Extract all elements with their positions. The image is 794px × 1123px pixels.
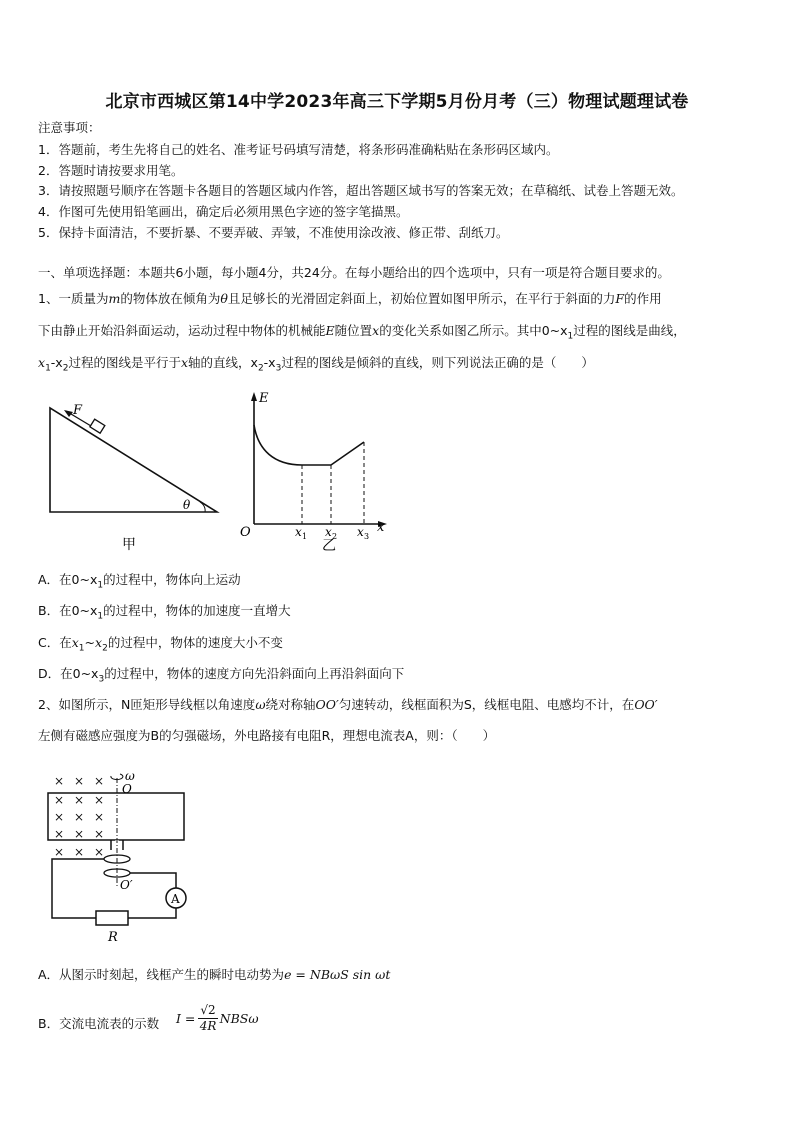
q2-line-1: 2、如图所示，N匝矩形导线框以角速度ω绕对称轴OO′匀速转动，线框面积为S，线框电阻、电感均不计，在OO′ <box>38 697 658 712</box>
wire-right <box>130 873 176 888</box>
e-axis-arrow <box>251 392 257 401</box>
notice-heading: 注意事项： <box>38 120 101 135</box>
q1-option-d[interactable]: D．在$0\sim x_3$的过程中，物体的速度方向先沿斜面向上再沿斜面向下 <box>38 666 405 685</box>
notice-item: 5．保持卡面清洁，不要折暴、不要弄破、弄皱，不准使用涂改液、修正带、刮纸刀。 <box>38 225 509 240</box>
svg-text:×: × <box>94 845 105 859</box>
origin-label: O <box>240 525 251 540</box>
rectangular-coil <box>48 793 184 840</box>
svg-text:×: × <box>54 810 65 824</box>
svg-text:×: × <box>54 845 65 859</box>
force-label: F <box>73 403 83 418</box>
notice-item: 4．作图可先使用铅笔画出，确定后必须用黑色字迹的签字笔描黑。 <box>38 204 409 219</box>
angle-label: θ <box>183 498 191 512</box>
section-heading: 一、单项选择题：本题共6小题，每小题4分，共24分。在每小题给出的四个选项中，只有一项是符合题目要求的。 <box>38 265 670 280</box>
block-on-incline <box>90 419 105 433</box>
q1-option-b[interactable]: B．在$0\sim x_1$的过程中，物体的加速度一直增大 <box>38 603 291 622</box>
incline-triangle <box>50 408 217 512</box>
q1-option-c[interactable]: C．在$x_1\sim x_2$的过程中，物体的速度大小不变 <box>38 635 283 654</box>
fraction-denominator: 4R <box>199 1019 217 1033</box>
fraction-numerator: √2 <box>200 1003 216 1017</box>
q1-line-1: 1、一质量为m的物体放在倾角为θ且足够长的光滑固定斜面上，初始位置如图甲所示，在平行于斜面的力F的作用 <box>38 291 662 306</box>
x3-label: x <box>357 525 364 539</box>
svg-text:×: × <box>74 774 85 788</box>
energy-position-graph <box>236 388 396 558</box>
energy-curve <box>254 425 364 465</box>
resistor-label: R <box>108 930 118 945</box>
x1-sub: 1 <box>302 532 308 541</box>
incline-figure <box>40 398 230 556</box>
x1-label: x <box>295 525 302 539</box>
x2-sub: 2 <box>332 532 338 541</box>
ammeter-label: A <box>171 892 180 906</box>
svg-text:×: × <box>74 845 85 859</box>
fraction <box>198 1003 217 1034</box>
svg-text:×: × <box>94 810 105 824</box>
omega-label: ω <box>125 769 135 783</box>
axis-top-label: O <box>122 782 132 796</box>
coil-circuit-figure <box>40 768 200 946</box>
wire-bottom-right <box>128 908 176 918</box>
svg-text:×: × <box>94 774 105 788</box>
q1-option-a[interactable]: A．在$0\sim x_1$的过程中，物体向上运动 <box>38 572 241 591</box>
svg-text:×: × <box>74 793 85 807</box>
page-title: 北京市西城区第14中学2023年高三下学期5月份月考（三）物理试题理试卷 <box>105 92 689 112</box>
notice-item: 1．答题前，考生先将自己的姓名、准考证号码填写清楚，将条形码准确粘贴在条形码区域内。 <box>38 142 559 157</box>
svg-text:×: × <box>94 827 105 841</box>
wire-left <box>52 859 104 918</box>
notice-item: 2．答题时请按要求用笔。 <box>38 163 184 178</box>
svg-text:×: × <box>54 774 65 788</box>
magnetic-field-crosses <box>54 774 104 859</box>
figure-caption-yi: 乙 <box>322 538 336 554</box>
q1-line-2: 下由静止开始沿斜面运动，运动过程中物体的机械能E随位置x的变化关系如图乙所示。其中$0\sim x_1$过程的图线是曲线， <box>38 323 686 342</box>
force-arrowhead <box>64 410 73 417</box>
svg-text:×: × <box>54 793 65 807</box>
q2-option-b[interactable]: B．交流电流表的示数 <box>38 1016 160 1031</box>
x3-sub: 3 <box>364 532 370 541</box>
axis-bottom-label: O′ <box>120 878 133 892</box>
figure-caption-jia: 甲 <box>122 537 136 553</box>
x-axis-label: x <box>377 520 385 535</box>
x2-label: x <box>325 525 332 539</box>
svg-text:×: × <box>54 827 65 841</box>
svg-text:×: × <box>74 810 85 824</box>
svg-text:×: × <box>74 827 85 841</box>
resistor <box>96 911 128 925</box>
q2-line-2: 左侧有磁感应强度为B的匀强磁场，外电路接有电阻R，理想电流表A，则：（ ） <box>38 728 496 743</box>
q2-option-a[interactable]: A．从图示时刻起，线框产生的瞬时电动势为e = NBωS sin ωt <box>38 967 391 982</box>
svg-text:×: × <box>94 793 105 807</box>
q2-option-b-formula: I = $\frac{√2}{4R}$ NBSω <box>176 1003 259 1033</box>
notice-item: 3．请按照题号顺序在答题卡各题目的答题区域内作答，超出答题区域书写的答案无效；在草稿纸、试卷上答题无效。 <box>38 183 684 198</box>
q1-line-3: $x_1-x_2$过程的图线是平行于x轴的直线，$x_2-x_3$过程的图线是倾斜的直线，则下列说法正确的是（ ） <box>38 355 594 374</box>
e-axis-label: E <box>259 391 269 406</box>
